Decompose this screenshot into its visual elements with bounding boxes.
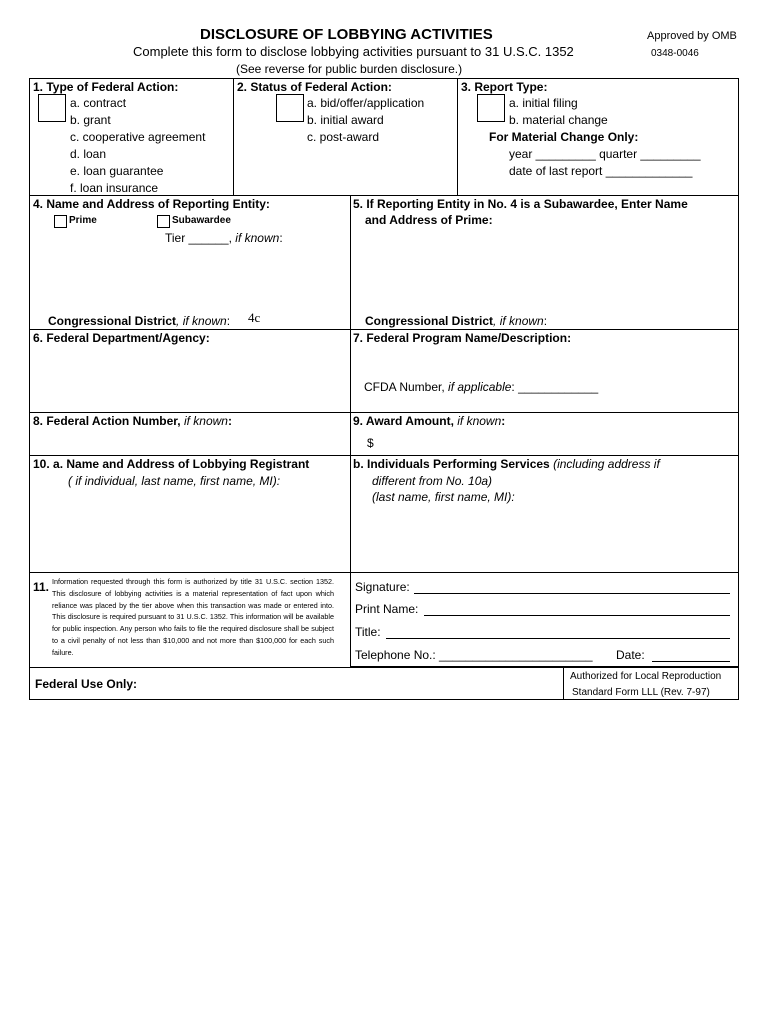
date-last-report-field[interactable]: date of last report _____________ [509, 164, 693, 178]
sec5-title: 5. If Reporting Entity in No. 4 is a Subawardee, Enter Name [353, 197, 688, 211]
cfda-label: CFDA Number, [364, 380, 445, 394]
sec11-text: Information requested through this form is authorized by title 31 U.S.C. section 1352. This disclosure of lobbying activities is a material representation of fact upon which reliance was placed by the tier above when this transaction was made or entered into. This disclosure is required pursuant to 31 U.S.C. 1352. This information will be available for public inspection. Any person who fails to file the required disclosure shall be subject to a civil penalty of not less than $10,000 and not more than $100,000 for each such failure. [52, 577, 334, 657]
sec8-label: 8. Federal Action Number, [33, 414, 181, 428]
subawardee-label: Subawardee [172, 215, 231, 226]
omb-approved: Approved by OMB [647, 30, 737, 42]
omb-number: 0348-0046 [651, 48, 699, 59]
prime-checkbox[interactable] [54, 215, 67, 228]
sec2-title: 2. Status of Federal Action: [237, 80, 392, 94]
prime-label: Prime [69, 215, 97, 226]
district-colon: : [226, 314, 231, 328]
status-bid: a. bid/offer/application [307, 96, 425, 110]
date-line[interactable] [652, 661, 730, 662]
sec9-known: if known [457, 414, 502, 428]
date-label: Date: [616, 648, 645, 662]
cfda-blank: : ____________ [511, 380, 599, 394]
sec9-label: 9. Award Amount, [353, 414, 454, 428]
telephone-field[interactable]: Telephone No.: _______________________ [355, 648, 593, 662]
action-type-loan: d. loan [70, 147, 107, 161]
sec9-title [353, 414, 505, 428]
sec10b-paren: (including address if [553, 457, 660, 471]
district-colon-5: : [543, 314, 548, 328]
action-type-contract: a. contract [70, 96, 127, 110]
sec4-district [48, 314, 230, 328]
action-status-box[interactable] [276, 94, 304, 122]
tier-colon: : [279, 231, 283, 245]
sec10b-sub1: different from No. 10a) [372, 474, 493, 488]
tier-field[interactable] [165, 231, 283, 245]
sec9-colon: : [501, 414, 506, 428]
sec7-title: 7. Federal Program Name/Description: [353, 331, 572, 345]
signature-line[interactable] [414, 593, 730, 594]
tier-label: Tier ______, [165, 231, 232, 245]
sec3-title: 3. Report Type: [461, 80, 548, 94]
sec5-title-2: and Address of Prime: [365, 213, 493, 227]
sec6-title: 6. Federal Department/Agency: [33, 331, 210, 345]
authorized-reproduction: Authorized for Local Reproduction [570, 671, 722, 682]
sec8-title [33, 414, 232, 428]
district-label: Congressional District [48, 314, 177, 328]
action-type-box[interactable] [38, 94, 66, 122]
sec11-number: 11. [33, 580, 50, 594]
status-initial-award: b. initial award [307, 113, 384, 127]
cfda-known: if applicable [448, 380, 512, 394]
cfda-field[interactable] [364, 380, 598, 394]
sec8-colon: : [227, 414, 232, 428]
federal-use-label: Federal Use Only: [35, 677, 138, 691]
sec4-title: 4. Name and Address of Reporting Entity: [33, 197, 270, 211]
sec10b-sub2: (last name, first name, MI): [372, 490, 515, 504]
sec8-known: if known [183, 414, 228, 428]
status-post-award: c. post-award [307, 130, 380, 144]
district-label-5: Congressional District [365, 314, 494, 328]
print-name-label: Print Name: [355, 602, 419, 616]
form-title: DISCLOSURE OF LOBBYING ACTIVITIES [200, 26, 493, 43]
sec10b-label: b. Individuals Performing Services [353, 457, 550, 471]
action-type-loan-guarantee: e. loan guarantee [70, 164, 164, 178]
signature-label: Signature: [355, 580, 410, 594]
tier-known: if known [235, 231, 280, 245]
subawardee-checkbox[interactable] [157, 215, 170, 228]
award-amount-field[interactable]: $ [367, 436, 374, 450]
report-type-box[interactable] [477, 94, 505, 122]
action-type-coop: c. cooperative agreement [70, 130, 206, 144]
form-subtitle: Complete this form to disclose lobbying activities pursuant to 31 U.S.C. 1352 [133, 44, 574, 59]
report-initial: a. initial filing [509, 96, 578, 110]
district-known-5: , if known [493, 314, 544, 328]
sec10a-title: 10. a. Name and Address of Lobbying Registrant [33, 457, 310, 471]
sec1-title: 1. Type of Federal Action: [33, 80, 179, 94]
print-name-line[interactable] [424, 615, 730, 616]
standard-form-label: Standard Form LLL (Rev. 7-97) [572, 687, 710, 698]
title-label: Title: [355, 625, 381, 639]
district-known: , if known [176, 314, 227, 328]
action-type-loan-insurance: f. loan insurance [70, 181, 159, 195]
action-type-grant: b. grant [70, 113, 111, 127]
sec10b-title [353, 457, 660, 471]
report-material-change: b. material change [509, 113, 608, 127]
year-quarter-field[interactable]: year _________ quarter _________ [509, 147, 701, 161]
form-subtitle-note: (See reverse for public burden disclosure.) [236, 62, 463, 76]
material-change-title: For Material Change Only: [489, 130, 639, 144]
sec5-district [365, 314, 547, 328]
district-value[interactable]: 4c [248, 310, 261, 325]
title-line[interactable] [386, 638, 730, 639]
sec10a-sub: ( if individual, last name, first name, MI): [68, 474, 281, 488]
